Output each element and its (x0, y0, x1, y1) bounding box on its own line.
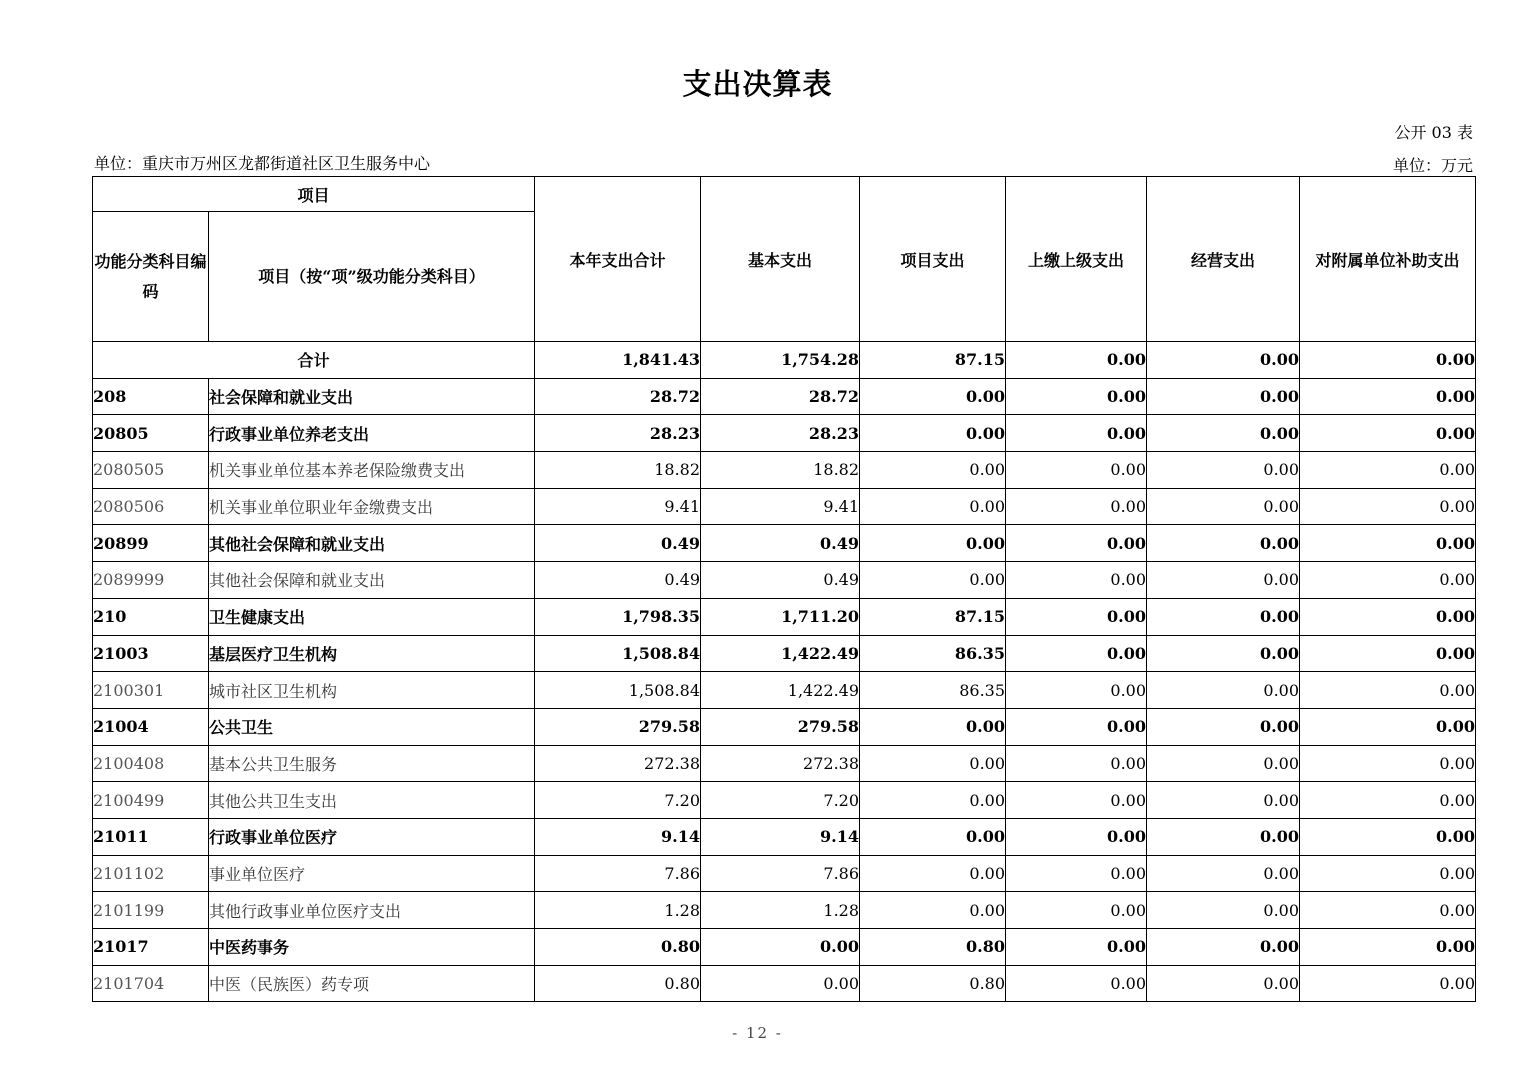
name-cell: 机关事业单位基本养老保险缴费支出 (209, 452, 535, 489)
name-cell: 城市社区卫生机构 (209, 672, 535, 709)
basic-cell: 1,422.49 (701, 672, 860, 709)
header-business: 经营支出 (1147, 177, 1300, 342)
header-basic: 基本支出 (701, 177, 860, 342)
total-cell: 1,841.43 (535, 342, 701, 379)
subsidy-cell: 0.00 (1300, 488, 1476, 525)
name-cell: 事业单位医疗 (209, 855, 535, 892)
basic-cell: 28.23 (701, 415, 860, 452)
name-cell: 其他公共卫生支出 (209, 782, 535, 819)
code-cell: 2101704 (93, 965, 209, 1002)
table-row (93, 378, 1476, 415)
basic-cell: 272.38 (701, 745, 860, 782)
total-cell: 1.28 (535, 892, 701, 929)
business-cell: 0.00 (1147, 488, 1300, 525)
code-cell: 2080506 (93, 488, 209, 525)
total-cell: 7.86 (535, 855, 701, 892)
code-cell: 21004 (93, 708, 209, 745)
project-expenditure-cell: 0.00 (860, 378, 1006, 415)
superior-cell: 0.00 (1006, 562, 1147, 599)
basic-cell: 0.49 (701, 562, 860, 599)
basic-cell: 7.86 (701, 855, 860, 892)
code-cell: 2100301 (93, 672, 209, 709)
header-subsidy: 对附属单位补助支出 (1300, 177, 1476, 342)
page-number: - 12 - (732, 1024, 783, 1042)
superior-cell: 0.00 (1006, 818, 1147, 855)
basic-cell: 1,754.28 (701, 342, 860, 379)
project-expenditure-cell: 86.35 (860, 635, 1006, 672)
code-cell: 208 (93, 378, 209, 415)
name-cell: 其他社会保障和就业支出 (209, 562, 535, 599)
business-cell: 0.00 (1147, 598, 1300, 635)
subsidy-cell: 0.00 (1300, 782, 1476, 819)
header-superior: 上缴上级支出 (1006, 177, 1147, 342)
subsidy-cell: 0.00 (1300, 562, 1476, 599)
name-cell: 机关事业单位职业年金缴费支出 (209, 488, 535, 525)
name-cell: 基本公共卫生服务 (209, 745, 535, 782)
basic-cell: 0.00 (701, 965, 860, 1002)
business-cell: 0.00 (1147, 635, 1300, 672)
project-expenditure-cell: 0.00 (860, 892, 1006, 929)
code-cell: 20805 (93, 415, 209, 452)
total-cell: 9.41 (535, 488, 701, 525)
total-row (93, 342, 1476, 379)
table-row (93, 598, 1476, 635)
basic-cell: 279.58 (701, 708, 860, 745)
project-expenditure-cell: 0.00 (860, 708, 1006, 745)
project-expenditure-cell: 0.80 (860, 929, 1006, 966)
total-cell: 279.58 (535, 708, 701, 745)
table-row (93, 782, 1476, 819)
project-expenditure-cell: 0.00 (860, 415, 1006, 452)
name-cell: 公共卫生 (209, 708, 535, 745)
superior-cell: 0.00 (1006, 672, 1147, 709)
header-name: 项目（按“项”级功能分类科目） (209, 212, 535, 342)
name-cell: 行政事业单位养老支出 (209, 415, 535, 452)
business-cell: 0.00 (1147, 562, 1300, 599)
total-label: 合计 (93, 342, 535, 379)
superior-cell: 0.00 (1006, 378, 1147, 415)
basic-cell: 18.82 (701, 452, 860, 489)
business-cell: 0.00 (1147, 745, 1300, 782)
total-cell: 0.80 (535, 929, 701, 966)
subsidy-cell: 0.00 (1300, 818, 1476, 855)
name-cell: 其他社会保障和就业支出 (209, 525, 535, 562)
subsidy-cell: 0.00 (1300, 342, 1476, 379)
superior-cell: 0.00 (1006, 855, 1147, 892)
table-row (93, 672, 1476, 709)
code-cell: 2080505 (93, 452, 209, 489)
subsidy-cell: 0.00 (1300, 452, 1476, 489)
business-cell: 0.00 (1147, 818, 1300, 855)
total-cell: 0.49 (535, 562, 701, 599)
table-row (93, 488, 1476, 525)
table-row (93, 452, 1476, 489)
form-number: 公开 03 表 (1394, 123, 1473, 142)
name-cell: 其他行政事业单位医疗支出 (209, 892, 535, 929)
subsidy-cell: 0.00 (1300, 378, 1476, 415)
business-cell: 0.00 (1147, 672, 1300, 709)
code-cell: 2100408 (93, 745, 209, 782)
name-cell: 卫生健康支出 (209, 598, 535, 635)
project-expenditure-cell: 0.00 (860, 525, 1006, 562)
business-cell: 0.00 (1147, 708, 1300, 745)
project-expenditure-cell: 0.00 (860, 562, 1006, 599)
total-cell: 1,508.84 (535, 672, 701, 709)
superior-cell: 0.00 (1006, 892, 1147, 929)
subsidy-cell: 0.00 (1300, 672, 1476, 709)
table-row (93, 745, 1476, 782)
superior-cell: 0.00 (1006, 415, 1147, 452)
table-row (93, 525, 1476, 562)
project-expenditure-cell: 0.00 (860, 782, 1006, 819)
project-expenditure-cell: 87.15 (860, 342, 1006, 379)
table-row (93, 415, 1476, 452)
business-cell: 0.00 (1147, 342, 1300, 379)
code-cell: 2101199 (93, 892, 209, 929)
project-expenditure-cell: 0.00 (860, 818, 1006, 855)
business-cell: 0.00 (1147, 525, 1300, 562)
superior-cell: 0.00 (1006, 708, 1147, 745)
name-cell: 基层医疗卫生机构 (209, 635, 535, 672)
superior-cell: 0.00 (1006, 598, 1147, 635)
subsidy-cell: 0.00 (1300, 635, 1476, 672)
project-expenditure-cell: 0.00 (860, 855, 1006, 892)
superior-cell: 0.00 (1006, 452, 1147, 489)
total-cell: 0.80 (535, 965, 701, 1002)
basic-cell: 0.00 (701, 929, 860, 966)
total-cell: 28.23 (535, 415, 701, 452)
business-cell: 0.00 (1147, 378, 1300, 415)
basic-cell: 9.41 (701, 488, 860, 525)
basic-cell: 7.20 (701, 782, 860, 819)
project-expenditure-cell: 0.80 (860, 965, 1006, 1002)
table-body (93, 342, 1476, 1002)
business-cell: 0.00 (1147, 929, 1300, 966)
header-total: 本年支出合计 (535, 177, 701, 342)
total-cell: 28.72 (535, 378, 701, 415)
code-cell: 21011 (93, 818, 209, 855)
header-project: 项目 (93, 177, 535, 212)
expenditure-table (92, 176, 1476, 1002)
code-cell: 21003 (93, 635, 209, 672)
total-cell: 9.14 (535, 818, 701, 855)
code-cell: 2089999 (93, 562, 209, 599)
total-cell: 272.38 (535, 745, 701, 782)
basic-cell: 0.49 (701, 525, 860, 562)
subsidy-cell: 0.00 (1300, 708, 1476, 745)
superior-cell: 0.00 (1006, 965, 1147, 1002)
subsidy-cell: 0.00 (1300, 745, 1476, 782)
subsidy-cell: 0.00 (1300, 598, 1476, 635)
header-code: 功能分类科目编码 (93, 212, 209, 342)
superior-cell: 0.00 (1006, 488, 1147, 525)
subsidy-cell: 0.00 (1300, 415, 1476, 452)
name-cell: 社会保障和就业支出 (209, 378, 535, 415)
business-cell: 0.00 (1147, 452, 1300, 489)
superior-cell: 0.00 (1006, 929, 1147, 966)
total-cell: 1,798.35 (535, 598, 701, 635)
table-row (93, 708, 1476, 745)
subsidy-cell: 0.00 (1300, 929, 1476, 966)
table-row (93, 635, 1476, 672)
subsidy-cell: 0.00 (1300, 525, 1476, 562)
name-cell: 中医药事务 (209, 929, 535, 966)
superior-cell: 0.00 (1006, 342, 1147, 379)
code-cell: 210 (93, 598, 209, 635)
business-cell: 0.00 (1147, 965, 1300, 1002)
header-project-expenditure: 项目支出 (860, 177, 1006, 342)
table-row (93, 965, 1476, 1002)
table-row (93, 562, 1476, 599)
superior-cell: 0.00 (1006, 635, 1147, 672)
subsidy-cell: 0.00 (1300, 855, 1476, 892)
basic-cell: 1,711.20 (701, 598, 860, 635)
project-expenditure-cell: 0.00 (860, 452, 1006, 489)
subsidy-cell: 0.00 (1300, 892, 1476, 929)
project-expenditure-cell: 0.00 (860, 745, 1006, 782)
table-row (93, 855, 1476, 892)
total-cell: 7.20 (535, 782, 701, 819)
page-title: 支出决算表 (682, 67, 833, 101)
currency-unit: 单位：万元 (1392, 156, 1473, 175)
subsidy-cell: 0.00 (1300, 965, 1476, 1002)
basic-cell: 1.28 (701, 892, 860, 929)
name-cell: 行政事业单位医疗 (209, 818, 535, 855)
business-cell: 0.00 (1147, 855, 1300, 892)
code-cell: 2100499 (93, 782, 209, 819)
basic-cell: 9.14 (701, 818, 860, 855)
superior-cell: 0.00 (1006, 525, 1147, 562)
project-expenditure-cell: 87.15 (860, 598, 1006, 635)
code-cell: 21017 (93, 929, 209, 966)
table-row (93, 929, 1476, 966)
total-cell: 1,508.84 (535, 635, 701, 672)
business-cell: 0.00 (1147, 892, 1300, 929)
superior-cell: 0.00 (1006, 745, 1147, 782)
code-cell: 2101102 (93, 855, 209, 892)
superior-cell: 0.00 (1006, 782, 1147, 819)
basic-cell: 28.72 (701, 378, 860, 415)
code-cell: 20899 (93, 525, 209, 562)
basic-cell: 1,422.49 (701, 635, 860, 672)
business-cell: 0.00 (1147, 415, 1300, 452)
total-cell: 18.82 (535, 452, 701, 489)
project-expenditure-cell: 86.35 (860, 672, 1006, 709)
table-row (93, 818, 1476, 855)
project-expenditure-cell: 0.00 (860, 488, 1006, 525)
name-cell: 中医（民族医）药专项 (209, 965, 535, 1002)
table-row (93, 892, 1476, 929)
reporting-unit: 单位：重庆市万州区龙都街道社区卫生服务中心 (94, 154, 431, 173)
total-cell: 0.49 (535, 525, 701, 562)
business-cell: 0.00 (1147, 782, 1300, 819)
